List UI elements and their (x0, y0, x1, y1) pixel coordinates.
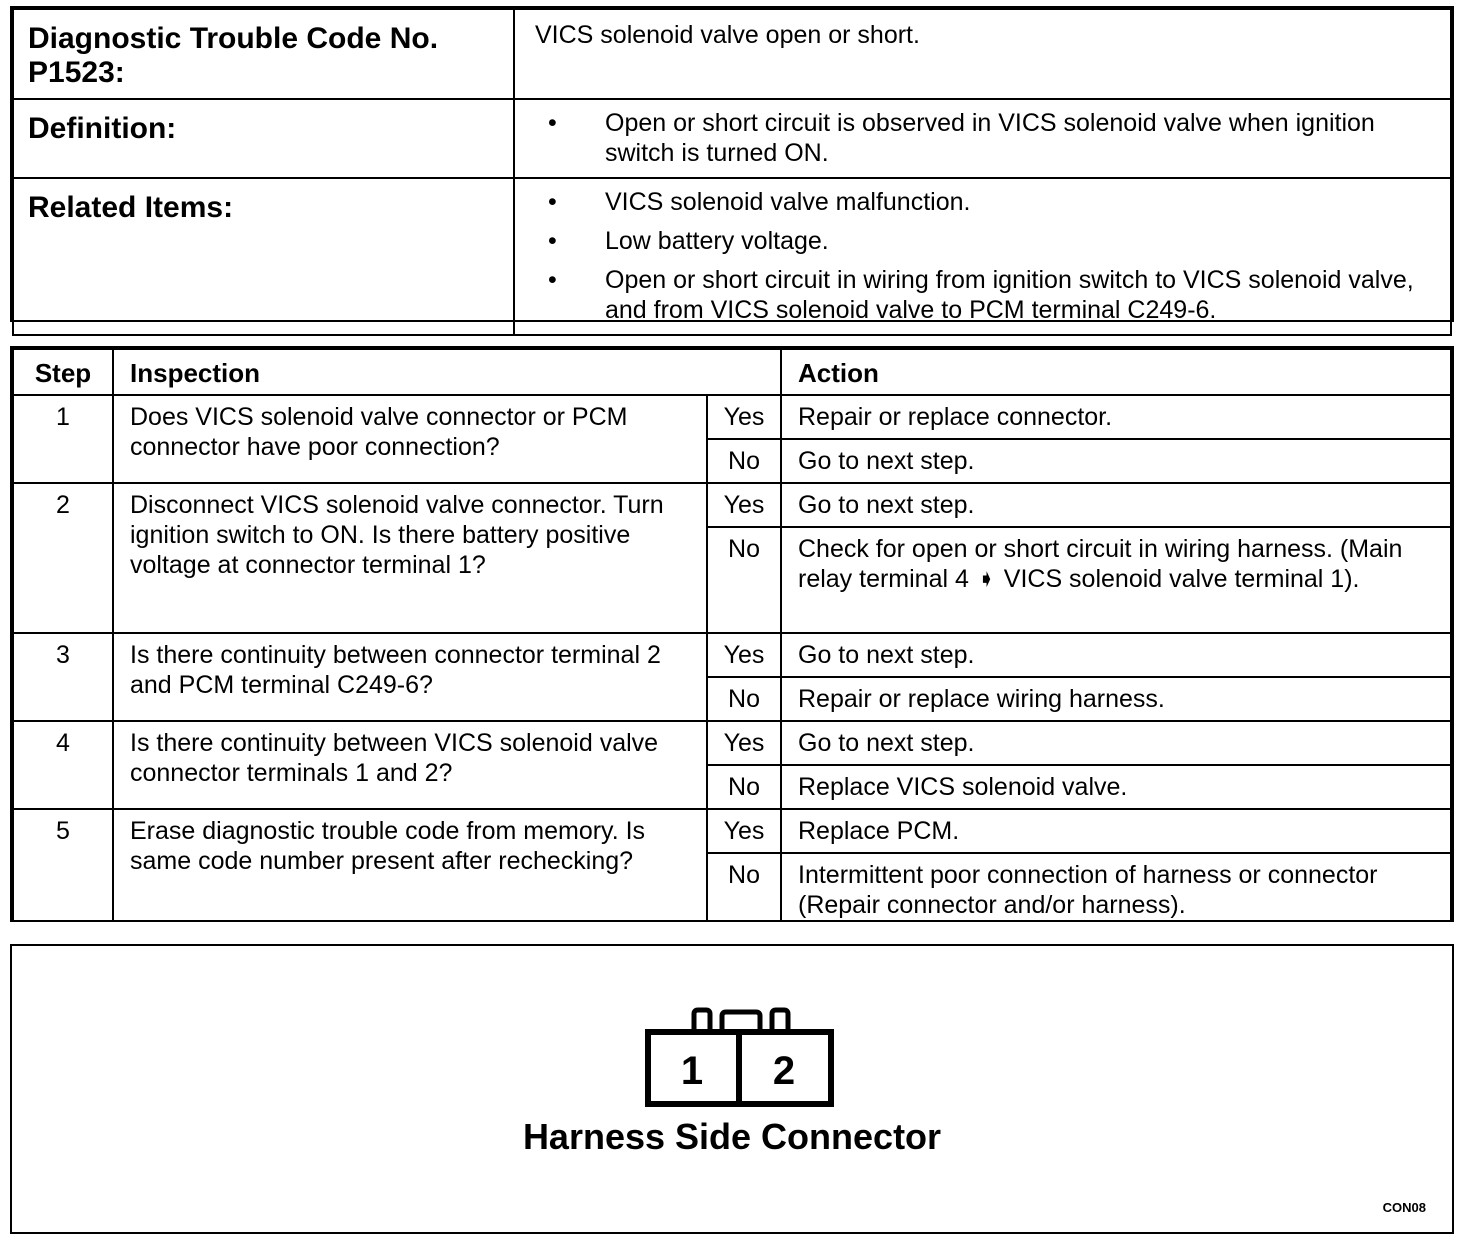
step-inspection: Is there continuity between VICS solenoid valve connector terminals 1 and 2? (113, 721, 707, 809)
step-inspection: Does VICS solenoid valve connector or PCM connector have poor connection? (113, 395, 707, 483)
yes-label: Yes (707, 395, 781, 439)
no-label: No (707, 853, 781, 921)
dtc-label: Diagnostic Trouble Code No. P1523: (13, 9, 514, 99)
no-label: No (707, 765, 781, 809)
yes-action: Replace PCM. (781, 809, 1451, 853)
header-inspection: Inspection (113, 349, 781, 395)
bullet-icon: • (548, 188, 557, 216)
header-action: Action (781, 349, 1451, 395)
related-item: • Open or short circuit in wiring from ignition switch to VICS solenoid valve, and from VICS solenoid valve to PCM terminal C249-6. (548, 266, 1414, 324)
step-inspection: Disconnect VICS solenoid valve connector. Turn ignition switch to ON. Is there battery positive voltage at connector terminal 1? (113, 483, 707, 633)
step-number: 1 (13, 395, 113, 483)
connector-figure (10, 944, 1454, 1234)
yes-action: Go to next step. (781, 633, 1451, 677)
figure-code: CON08 (1382, 1200, 1426, 1215)
no-label: No (707, 677, 781, 721)
yes-label: Yes (707, 721, 781, 765)
no-action: Repair or replace wiring harness. (781, 677, 1451, 721)
related-items-label: Related Items: (13, 178, 514, 335)
header-step: Step (13, 349, 113, 395)
dtc-description: VICS solenoid valve open or short. (535, 21, 920, 49)
no-action: Replace VICS solenoid valve. (781, 765, 1451, 809)
table-row (13, 721, 1451, 765)
no-action: Go to next step. (781, 439, 1451, 483)
yes-action: Go to next step. (781, 721, 1451, 765)
table-row (13, 483, 1451, 527)
table-row (13, 395, 1451, 439)
no-action: Check for open or short circuit in wiring harness. (Main relay terminal 4 ➧ VICS solenoid valve terminal 1). (781, 527, 1451, 633)
pin-2-label: 2 (772, 1049, 796, 1093)
figure-caption: Harness Side Connector (522, 1116, 942, 1157)
no-label: No (707, 527, 781, 633)
connector-diagram (12, 946, 1452, 1232)
step-number: 3 (13, 633, 113, 721)
bullet-icon: • (548, 109, 557, 137)
table-row (13, 633, 1451, 677)
no-action: Intermittent poor connection of harness or connector (Repair connector and/or harness). (781, 853, 1451, 921)
yes-action: Repair or replace connector. (781, 395, 1451, 439)
definition-item: • Open or short circuit is observed in VICS solenoid valve when ignition switch is turned ON. (548, 109, 1375, 167)
bullet-icon: • (548, 227, 557, 255)
step-number: 5 (13, 809, 113, 921)
related-item: • VICS solenoid valve malfunction. (548, 188, 971, 216)
arrow-right-icon: ➧ (977, 565, 995, 593)
table-header-row (13, 349, 1451, 395)
step-inspection: Erase diagnostic trouble code from memory. Is same code number present after rechecking? (113, 809, 707, 921)
step-number: 4 (13, 721, 113, 809)
bullet-icon: • (548, 266, 557, 294)
yes-action: Go to next step. (781, 483, 1451, 527)
table-row (13, 809, 1451, 853)
definition-label: Definition: (13, 99, 514, 178)
yes-label: Yes (707, 809, 781, 853)
definition-list (515, 100, 1450, 168)
related-item: • Low battery voltage. (548, 227, 829, 255)
step-inspection: Is there continuity between connector terminal 2 and PCM terminal C249-6? (113, 633, 707, 721)
dtc-definition-table (10, 6, 1454, 322)
step-number: 2 (13, 483, 113, 633)
related-items-list (515, 179, 1450, 325)
yes-label: Yes (707, 633, 781, 677)
pin-1-label: 1 (680, 1049, 704, 1093)
no-label: No (707, 439, 781, 483)
yes-label: Yes (707, 483, 781, 527)
inspection-steps-table (10, 346, 1454, 922)
